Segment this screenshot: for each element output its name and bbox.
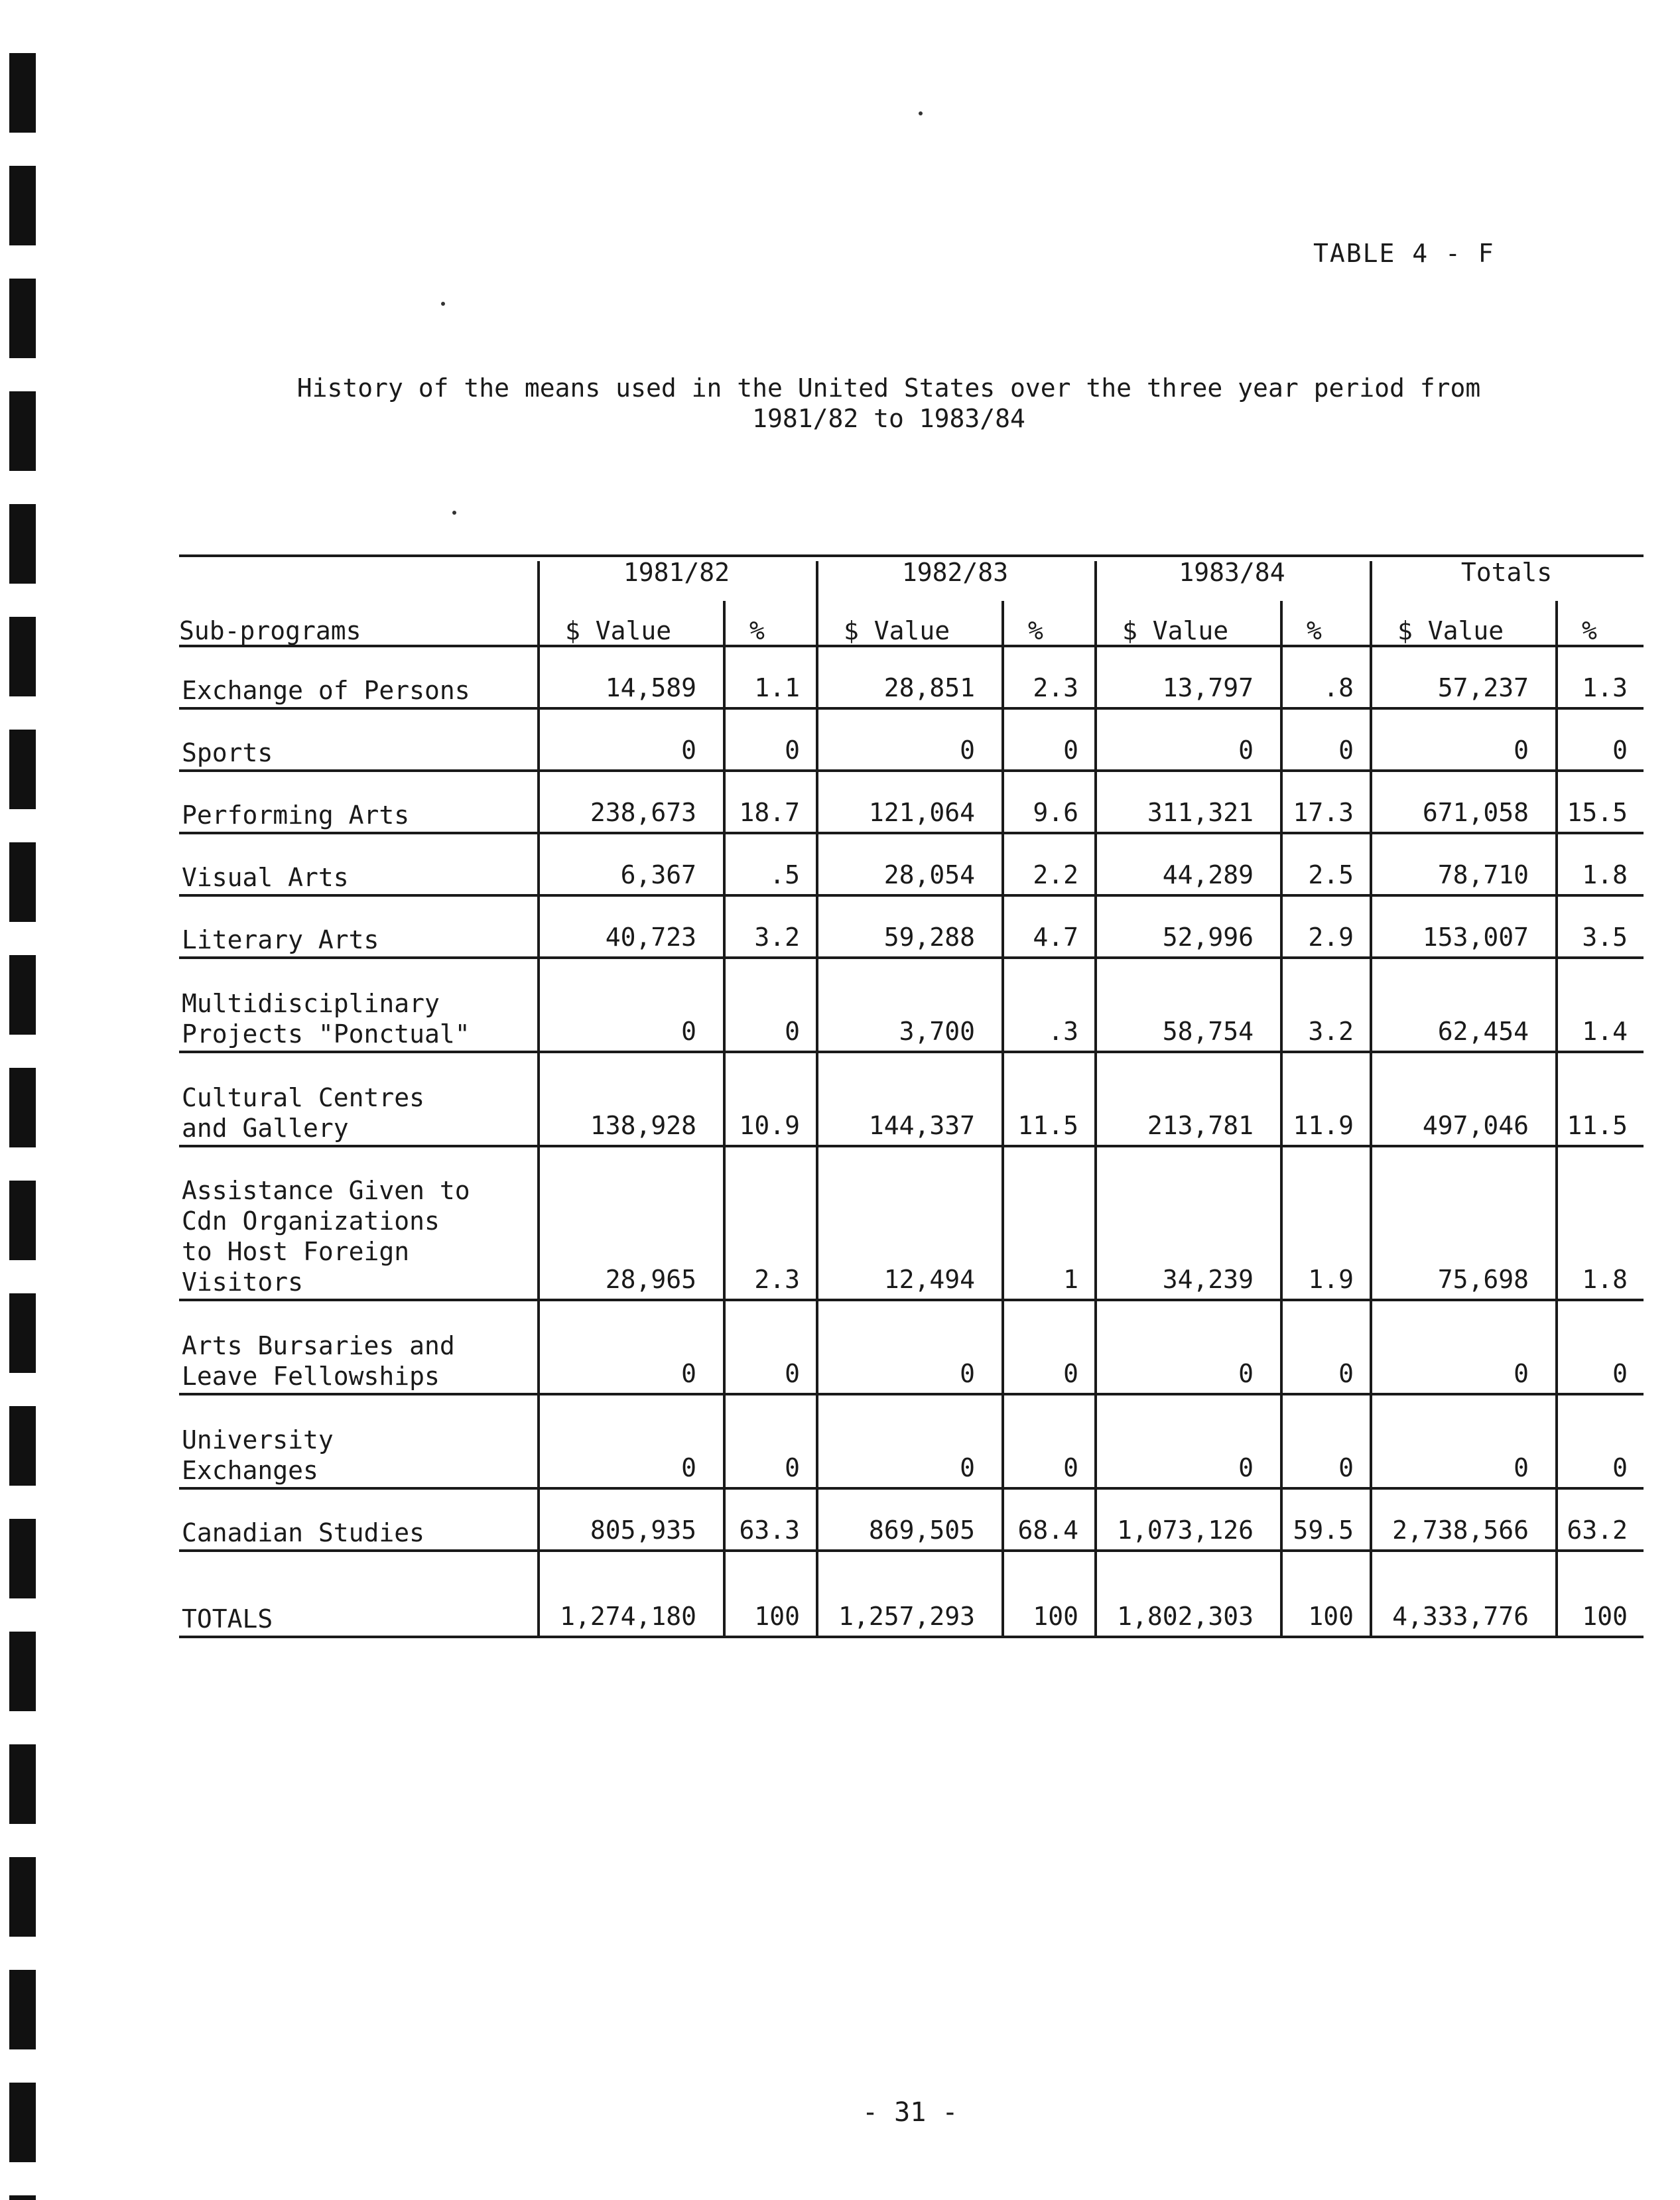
year-header: Totals (1460, 558, 1553, 587)
percent-cell: 0 (1338, 1453, 1354, 1482)
year-header: 1982/83 (901, 558, 1009, 587)
percent-cell: 100 (1582, 1602, 1628, 1631)
value-header: $ Value (565, 616, 672, 645)
percent-cell: 1.8 (1582, 1265, 1628, 1294)
value-cell: 75,698 (1437, 1265, 1529, 1294)
row-label: Literary Arts (182, 925, 379, 954)
value-cell: 805,935 (590, 1516, 696, 1545)
row-label: Arts Bursaries and (182, 1331, 455, 1360)
percent-cell: 0 (1338, 736, 1354, 765)
row-label: Exchange of Persons (182, 676, 470, 705)
value-cell: 2,738,566 (1392, 1516, 1529, 1545)
row-label: Cultural Centres (182, 1083, 425, 1112)
value-cell: 0 (1514, 736, 1529, 765)
value-cell: 153,007 (1422, 923, 1529, 952)
row-label: Sports (182, 738, 273, 767)
percent-header: % (1028, 616, 1043, 645)
value-cell: 4,333,776 (1392, 1602, 1529, 1631)
value-cell: 28,054 (883, 860, 975, 889)
percent-cell: 63.2 (1567, 1516, 1628, 1545)
percent-cell: 1.8 (1582, 860, 1628, 889)
title-line-2: 1981/82 to 1983/84 (752, 404, 1025, 433)
sub-programs-header: Sub-programs (179, 616, 361, 645)
percent-cell: 11.5 (1017, 1111, 1078, 1140)
row-rule (179, 894, 1644, 897)
value-cell: 34,239 (1162, 1265, 1254, 1294)
table-bottom-rule (179, 1636, 1644, 1638)
row-label: Assistance Given to (182, 1176, 470, 1205)
row-label: Projects "Ponctual" (182, 1019, 470, 1049)
row-label: Cdn Organizations (182, 1206, 440, 1236)
value-cell: 0 (681, 1017, 696, 1046)
row-label: University (182, 1425, 334, 1455)
means-table (179, 554, 1644, 1638)
row-label: Leave Fellowships (182, 1362, 440, 1391)
value-cell: 44,289 (1162, 860, 1254, 889)
percent-cell: 0 (785, 736, 800, 765)
value-cell: 0 (960, 1453, 975, 1482)
percent-cell: 3.5 (1582, 923, 1628, 952)
year-header: 1983/84 (1179, 558, 1285, 587)
percent-cell: 100 (754, 1602, 800, 1631)
value-cell: 0 (1238, 1453, 1254, 1482)
percent-cell: 100 (1308, 1602, 1354, 1631)
value-cell: 0 (681, 1359, 696, 1388)
row-label: Canadian Studies (182, 1518, 425, 1547)
percent-cell: 0 (1338, 1359, 1354, 1388)
speck (452, 511, 456, 515)
value-cell: 0 (960, 1359, 975, 1388)
row-label: Visual Arts (182, 863, 349, 892)
value-cell: 1,073,126 (1117, 1516, 1254, 1545)
value-cell: 58,754 (1162, 1017, 1254, 1046)
value-cell: 40,723 (605, 923, 696, 952)
value-header: $ Value (1122, 616, 1229, 645)
row-label: TOTALS (182, 1604, 273, 1634)
value-cell: 1,802,303 (1117, 1602, 1254, 1631)
table-label: TABLE 4 - F (1313, 239, 1495, 268)
value-cell: 497,046 (1422, 1111, 1529, 1140)
value-cell: 28,965 (605, 1265, 696, 1294)
value-cell: 0 (960, 736, 975, 765)
percent-cell: 1 (1063, 1265, 1078, 1294)
percent-cell: 9.6 (1033, 798, 1078, 827)
value-cell: 14,589 (605, 673, 696, 702)
percent-cell: 0 (1612, 1453, 1628, 1482)
value-cell: 6,367 (620, 860, 696, 889)
value-cell: 13,797 (1162, 673, 1254, 702)
value-header: $ Value (844, 616, 950, 645)
value-cell: 78,710 (1437, 860, 1529, 889)
percent-cell: .8 (1323, 673, 1354, 702)
percent-cell: 10.9 (739, 1111, 800, 1140)
value-cell: 0 (681, 736, 696, 765)
value-cell: 3,700 (899, 1017, 975, 1046)
row-label: Multidisciplinary (182, 989, 440, 1018)
binding-strip (9, 53, 36, 2200)
row-rule (179, 956, 1644, 959)
row-rule (179, 1487, 1644, 1490)
value-cell: 0 (1514, 1359, 1529, 1388)
value-header: $ Value (1397, 616, 1504, 645)
page-title (252, 373, 1525, 434)
row-label: Performing Arts (182, 801, 410, 830)
row-rule (179, 1549, 1644, 1552)
percent-cell: 0 (785, 1359, 800, 1388)
percent-header: % (749, 616, 765, 645)
row-rule (179, 1051, 1644, 1053)
value-cell: 28,851 (883, 673, 975, 702)
percent-header: % (1307, 616, 1322, 645)
percent-header: % (1582, 616, 1597, 645)
percent-cell: 2.2 (1033, 860, 1078, 889)
value-cell: 1,274,180 (560, 1602, 696, 1631)
row-rule (179, 1145, 1644, 1147)
percent-cell: 68.4 (1017, 1516, 1078, 1545)
percent-cell: 4.7 (1033, 923, 1078, 952)
percent-cell: 11.5 (1567, 1111, 1628, 1140)
value-cell: 238,673 (590, 798, 696, 827)
title-line-1: History of the means used in the United States over the three year period from (296, 373, 1481, 403)
percent-cell: 100 (1033, 1602, 1078, 1631)
row-label: to Host Foreign (182, 1237, 410, 1266)
percent-cell: 0 (1612, 736, 1628, 765)
percent-cell: 2.5 (1308, 860, 1354, 889)
value-cell: 138,928 (590, 1111, 696, 1140)
value-cell: 869,505 (868, 1516, 975, 1545)
percent-cell: 11.9 (1293, 1111, 1354, 1140)
row-rule (179, 1393, 1644, 1395)
percent-cell: 2.9 (1308, 923, 1354, 952)
percent-cell: .3 (1048, 1017, 1078, 1046)
percent-cell: 63.3 (739, 1516, 800, 1545)
value-cell: 213,781 (1147, 1111, 1254, 1140)
value-cell: 144,337 (868, 1111, 975, 1140)
value-cell: 12,494 (883, 1265, 975, 1294)
value-cell: 52,996 (1162, 923, 1254, 952)
percent-cell: 0 (785, 1453, 800, 1482)
percent-cell: 0 (1063, 736, 1078, 765)
percent-cell: 0 (1063, 1453, 1078, 1482)
value-cell: 0 (1514, 1453, 1529, 1482)
row-rule (179, 1299, 1644, 1301)
percent-cell: 18.7 (739, 798, 800, 827)
row-rule (179, 707, 1644, 710)
row-rule (179, 832, 1644, 834)
value-cell: 311,321 (1147, 798, 1254, 827)
value-cell: 0 (681, 1453, 696, 1482)
speck (919, 111, 923, 115)
value-cell: 671,058 (1422, 798, 1529, 827)
value-cell: 62,454 (1437, 1017, 1529, 1046)
percent-cell: 2.3 (754, 1265, 800, 1294)
percent-cell: 0 (1612, 1359, 1628, 1388)
percent-cell: 0 (1063, 1359, 1078, 1388)
percent-cell: .5 (769, 860, 800, 889)
value-cell: 1,257,293 (838, 1602, 975, 1631)
percent-cell: 1.9 (1308, 1265, 1354, 1294)
percent-cell: 17.3 (1293, 798, 1354, 827)
value-cell: 57,237 (1437, 673, 1529, 702)
value-cell: 0 (1238, 736, 1254, 765)
page-number: - 31 - (862, 2097, 958, 2128)
value-cell: 121,064 (868, 798, 975, 827)
percent-cell: 15.5 (1567, 798, 1628, 827)
row-label: Visitors (182, 1267, 304, 1297)
percent-cell: 3.2 (1308, 1017, 1354, 1046)
row-label: and Gallery (182, 1114, 349, 1143)
year-header: 1981/82 (623, 558, 730, 587)
percent-cell: 1.4 (1582, 1017, 1628, 1046)
row-rule (179, 769, 1644, 772)
speck (441, 302, 445, 306)
percent-cell: 0 (785, 1017, 800, 1046)
percent-cell: 3.2 (754, 923, 800, 952)
value-cell: 59,288 (883, 923, 975, 952)
percent-cell: 59.5 (1293, 1516, 1354, 1545)
percent-cell: 2.3 (1033, 673, 1078, 702)
percent-cell: 1.3 (1582, 673, 1628, 702)
value-cell: 0 (1238, 1359, 1254, 1388)
row-label: Exchanges (182, 1456, 318, 1485)
percent-cell: 1.1 (754, 673, 800, 702)
